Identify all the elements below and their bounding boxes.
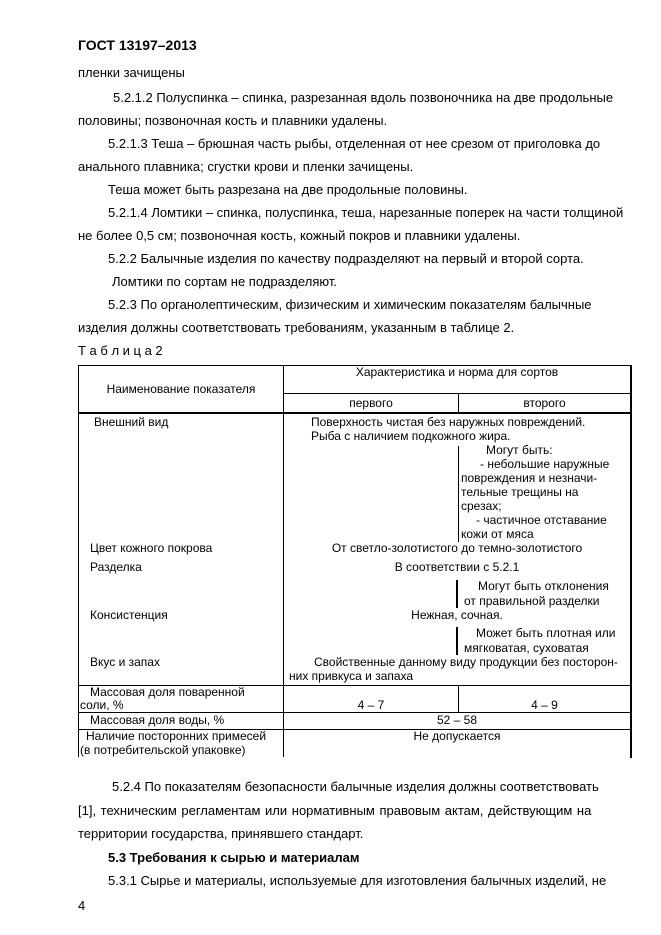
paragraph: изделия должны соответствовать требованиям, указанным в таблице 2. (78, 320, 515, 335)
paragraph: анального плавника; сгустки крови и пленки зачищены. (78, 159, 414, 174)
row-name: Внешний вид (94, 415, 169, 429)
cell: мягковатая, суховатая (464, 641, 589, 655)
column-header-name: Наименование показателя (106, 382, 256, 396)
cell: - небольшие наружные (480, 457, 610, 471)
cell: срезах; (461, 499, 502, 513)
cell: от правильной разделки (464, 594, 600, 608)
document-header: ГОСТ 13197–2013 (78, 37, 197, 53)
row-name: (в потребительской упаковке) (80, 743, 246, 757)
paragraph: 5.2.1.2 Полуспинка – спинка, разрезанная вдоль позвоночника на две продольные (113, 90, 614, 105)
column-group-header: Характеристика и норма для сортов (355, 365, 559, 379)
cell: 52 – 58 (436, 713, 478, 727)
cell: Может быть плотная или (476, 626, 616, 640)
row-name: Консистенция (90, 608, 168, 622)
paragraph: пленки зачищены (78, 65, 185, 80)
paragraph: половины; позвоночная кость и плавники удалены. (78, 113, 388, 128)
paragraph: не более 0,5 см; позвоночная кость, кожный покров и плавники удалены. (78, 228, 521, 243)
page-number: 4 (78, 898, 86, 913)
paragraph: 5.2.2 Балычные изделия по качеству подразделяют на первый и второй сорта. (108, 251, 584, 266)
cell: - частичное отставание (476, 513, 607, 527)
cell: В соответствии с 5.2.1 (394, 560, 520, 574)
row-name: Массовая доля поваренной (90, 685, 245, 699)
row-name: Массовая доля воды, % (90, 713, 225, 727)
cell: От светло-золотистого до темно-золотистого (331, 541, 583, 555)
row-name: Разделка (90, 560, 142, 574)
cell: 4 – 9 (531, 698, 558, 712)
cell: них привкуса и запаха (289, 669, 414, 683)
paragraph: Теша может быть разрезана на две продольные половины. (108, 182, 468, 197)
table-caption: Т а б л и ц а 2 (78, 343, 163, 358)
cell: Поверхность чистая без наружных повреждений. (311, 415, 586, 429)
cell: 4 – 7 (357, 698, 385, 712)
column-header-second: второго (523, 396, 566, 410)
cell: Не допускается (413, 729, 501, 743)
cell: Нежная, сочная. (411, 608, 503, 622)
paragraph: 5.2.1.3 Теша – брюшная часть рыбы, отделенная от нее срезом от приголовка до (108, 136, 601, 151)
cell: повреждения и незначи- (461, 471, 598, 485)
cell: кожи от мяса (461, 527, 534, 541)
cell: Рыба с наличием подкожного жира. (311, 429, 511, 443)
row-name: Цвет кожного покрова (90, 541, 213, 555)
paragraph: 5.3.1 Сырье и материалы, используемые для изготовления балычных изделий, не (108, 873, 607, 888)
cell: Могут быть: (486, 443, 553, 457)
column-header-first: первого (349, 396, 393, 410)
cell: Свойственные данному виду продукции без посторон- (314, 655, 618, 669)
paragraph: 5.2.4 По показателям безопасности балычные изделия должны соответствовать (112, 779, 599, 794)
paragraph: территории государства, принявшего стандарт. (78, 826, 364, 841)
row-name: соли, % (80, 698, 124, 712)
row-name: Наличие посторонних примесей (86, 729, 267, 743)
row-name: Вкус и запах (90, 655, 160, 669)
paragraph: 5.2.1.4 Ломтики – спинка, полуспинка, теша, нарезанные поперек на части толщиной (108, 205, 624, 220)
cell: тельные трещины на (461, 485, 579, 499)
paragraph: [1], техническим регламентам или нормативным правовым актам, действующим на (78, 803, 592, 818)
paragraph: Ломтики по сортам не подразделяют. (112, 274, 337, 289)
paragraph: 5.2.3 По органолептическим, физическим и химическим показателям балычные (108, 297, 592, 312)
cell: Могут быть отклонения (478, 579, 609, 593)
section-heading: 5.3 Требования к сырью и материалам (108, 850, 360, 865)
